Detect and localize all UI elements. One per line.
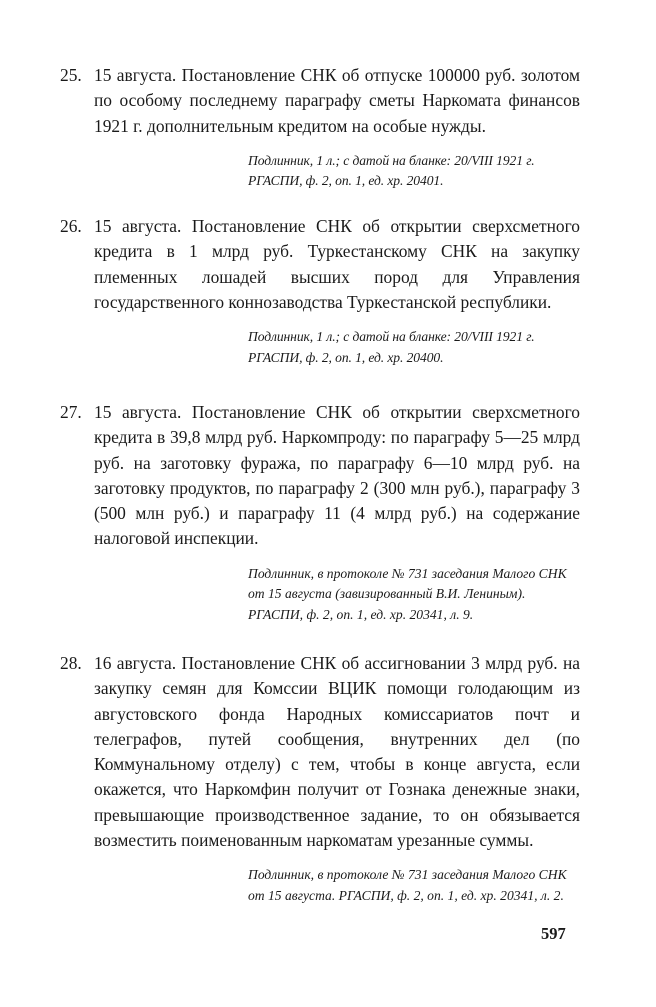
entry-number: 27.: [60, 402, 82, 422]
entry-28: [60, 651, 580, 906]
entry-number: 26.: [60, 216, 82, 236]
entry-source: Подлинник, в протоколе № 731 заседания Малого СНК от 15 августа (завизированный В.И. Лениным). РГАСПИ, ф. 2, оп. 1, ед. хр. 20341, л. 9.: [248, 565, 567, 622]
entry-source: Подлинник, 1 л.; с датой на бланке: 20/VIII 1921 г. РГАСПИ, ф. 2, оп. 1, ед. хр. 20401.: [248, 152, 535, 189]
entry-source: Подлинник, 1 л.; с датой на бланке: 20/VIII 1921 г. РГАСПИ, ф. 2, оп. 1, ед. хр. 20400.: [248, 329, 535, 365]
entry-source: Подлинник, в протоколе № 731 заседания Малого СНК от 15 августа. РГАСПИ, ф. 2, оп. 1, ед. хр. 20341, л. 2.: [248, 867, 567, 903]
entry-text: 16 августа. Постановление СНК об ассигновании 3 млрд руб. на закупку семян для Комссии ВЦИК помощи голодающим из августовского фонда Народных комиссариатов почт и телеграфов, путей сообщения, внутренних дел (по Коммунальному отделу) с тем, чтобы в конце августа, если окажется, что Наркомфин получит от Гознака денежные знаки, превышающие производственное задание, то он обязывается возместить поименованным наркоматам урезанные суммы.: [94, 653, 580, 851]
entry-text: 15 августа. Постановление СНК об отпуске 100000 руб. золотом по особому последнему параграфу сметы Наркомата финансов 1921 г. дополнительным кредитом на особые нужды.: [94, 65, 580, 136]
entry-body: [60, 400, 580, 552]
entry-number: 28.: [60, 653, 82, 673]
entry-body: [60, 651, 580, 853]
entry-26: [60, 214, 580, 368]
page-number: 597: [541, 924, 566, 943]
entry-text: 15 августа. Постановление СНК об открытии сверхсметного кредита в 39,8 млрд руб. Наркомпроду: по параграфу 5—25 млрд руб. на заготовку фуража, по параграфу 6—10 млрд руб. на заготовку продуктов, по параграфу 2 (300 млн руб.), параграфу 3 (500 млн руб.) и параграфу 11 (4 млрд руб.) на содержание налоговой инспекции.: [94, 402, 580, 549]
entry-27: [60, 400, 580, 625]
entry-25: [60, 63, 580, 192]
entry-body: [60, 63, 580, 139]
entry-text: 15 августа. Постановление СНК об открытии сверхсметного кредита в 1 млрд руб. Туркестанскому СНК на закупку племенных лошадей высших пород для Управления государственного коннозаводства Туркестанской республики.: [94, 216, 580, 312]
entry-body: [60, 214, 580, 315]
entry-number: 25.: [60, 65, 82, 85]
